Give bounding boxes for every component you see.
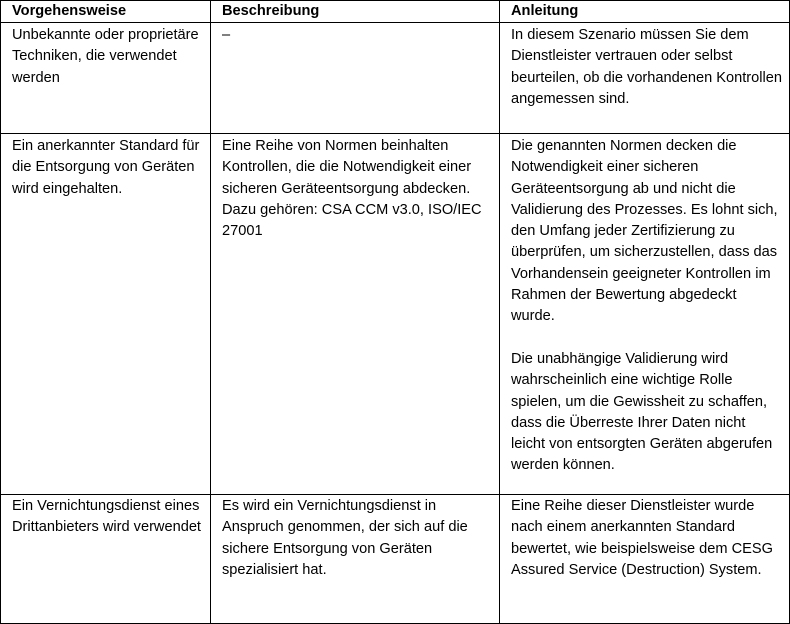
guidance-paragraph: Die genannten Normen decken die Notwendigkeit einer sicheren Geräteentsorgung ab und nicht die Validierung des Prozesses. Es lohnt sich, den Umfang jeder Zertifizierung zu überprüfen, um sicherzustellen, dass das Vorhandensein geeigneter Kontrollen im Rahmen der Bewertung abgedeckt wurde. [511, 138, 778, 325]
guidance-paragraph: Eine Reihe dieser Dienstleister wurde nach einem anerkannten Standard bewertet, wie beispielsweise dem CESG Assured Service (Destruction) System. [511, 498, 773, 578]
cell-approach: Ein Vernichtungsdienst eines Drittanbieters wird verwendet [1, 495, 211, 624]
table-row [1, 134, 790, 495]
column-header-approach: Vorgehensweise [1, 1, 211, 23]
cell-approach: Ein anerkannter Standard für die Entsorgung von Geräten wird eingehalten. [1, 134, 211, 495]
cell-guidance [500, 134, 790, 495]
guidance-paragraph: Die unabhängige Validierung wird wahrscheinlich eine wichtige Rolle spielen, um die Gewissheit zu schaffen, dass die Überreste Ihrer Daten nicht leicht von entsorgten Geräten abgerufen werden können. [511, 350, 773, 474]
table-row [1, 495, 790, 624]
guidance-paragraph: In diesem Szenario müssen Sie dem Dienstleister vertrauen oder selbst beurteilen, ob die vorhandenen Kontrollen angemessen sind. [511, 27, 782, 107]
cell-guidance [500, 495, 790, 624]
table-row [1, 23, 790, 134]
table-header-row [1, 1, 790, 23]
cell-approach: Unbekannte oder proprietäre Techniken, die verwendet werden [1, 23, 211, 134]
column-header-guidance: Anleitung [500, 1, 790, 23]
cell-description: – [211, 23, 500, 134]
cell-description: Es wird ein Vernichtungsdienst in Anspruch genommen, der sich auf die sichere Entsorgung von Geräten spezialisiert hat. [211, 495, 500, 624]
column-header-description: Beschreibung [211, 1, 500, 23]
cell-guidance [500, 23, 790, 134]
cell-description: Eine Reihe von Normen beinhalten Kontrollen, die die Notwendigkeit einer sicheren Geräteentsorgung abdecken. Dazu gehören: CSA CCM v3.0, ISO/IEC 27001 [211, 134, 500, 495]
